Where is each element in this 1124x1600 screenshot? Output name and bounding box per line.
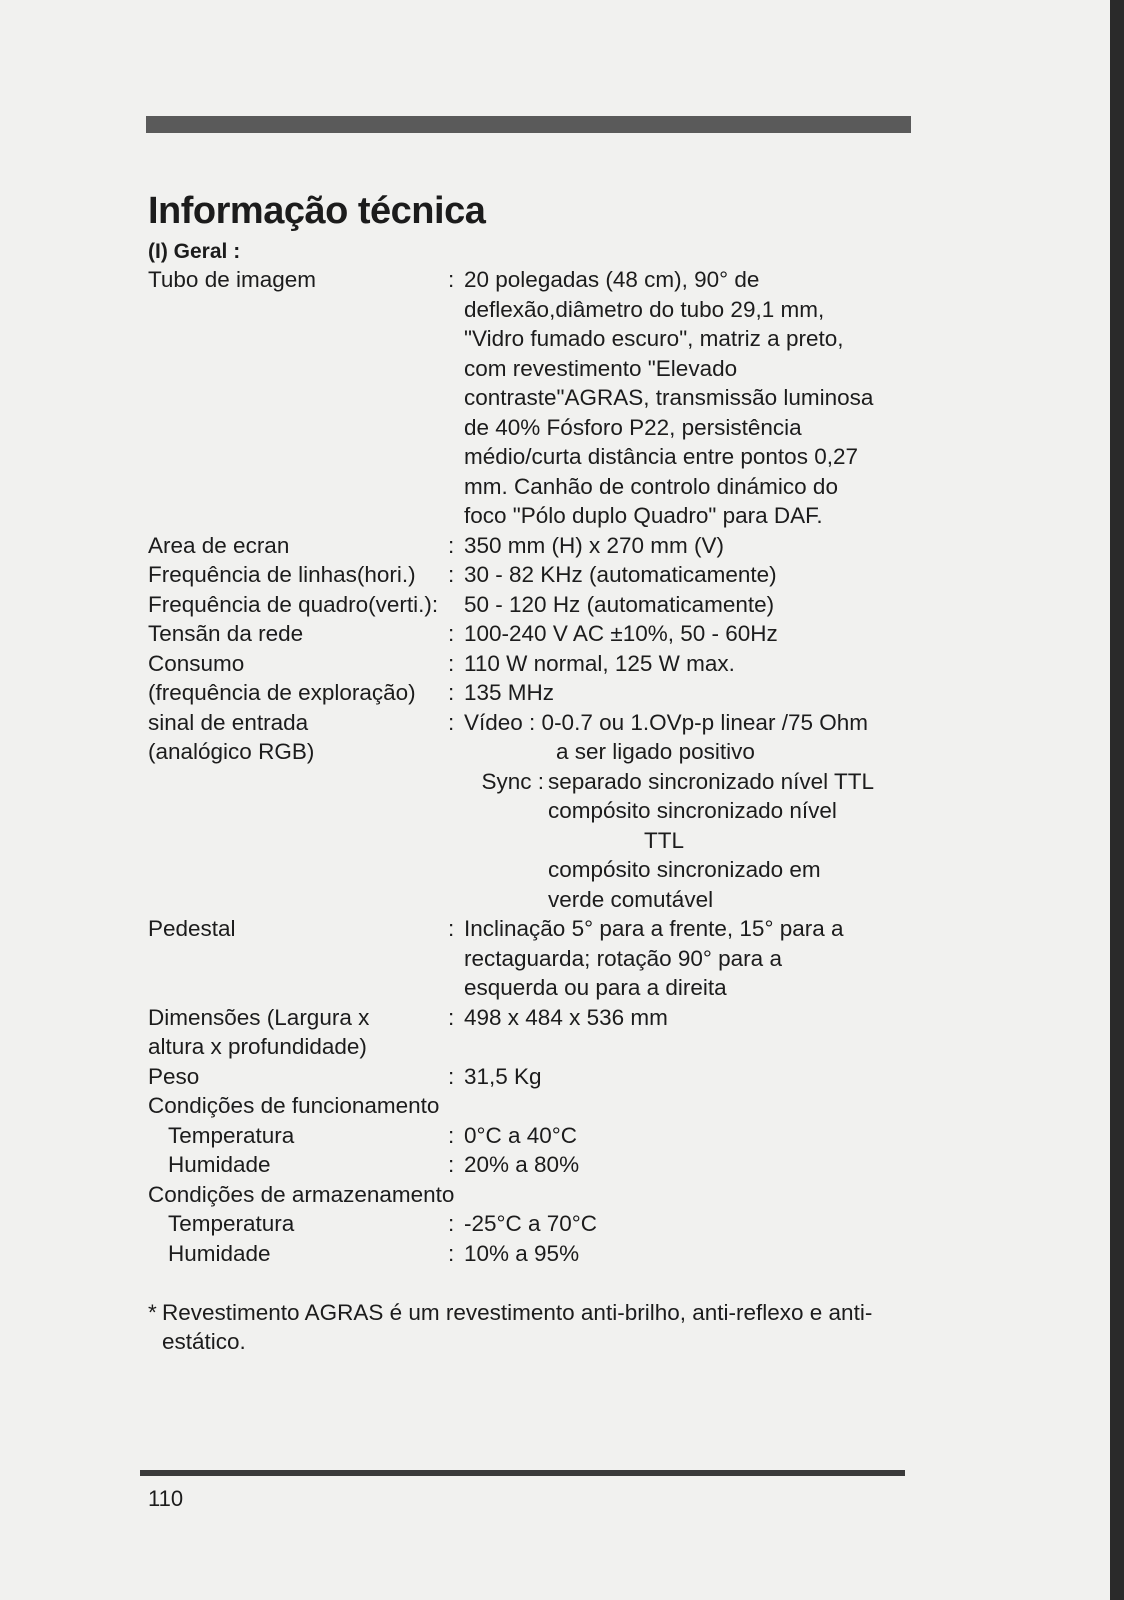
spec-value: 135 MHz: [464, 680, 555, 705]
spec-colon: :: [448, 532, 455, 558]
spec-row-op-temp: [148, 1121, 918, 1151]
spec-colon: :: [448, 1240, 455, 1266]
spec-label: [148, 708, 448, 915]
spec-row-st-temp: [148, 1209, 918, 1239]
spec-colon: :: [448, 916, 455, 941]
spec-value: 31,5 Kg: [464, 1063, 542, 1089]
page-title: Informação técnica: [148, 190, 486, 232]
spec-value-line: de 40% Fósforo P22, persistência: [464, 414, 802, 440]
spec-colon: :: [448, 1152, 455, 1177]
spec-value: 20% a 80%: [464, 1152, 580, 1177]
video-line: Vídeo : 0-0.7 ou 1.OVp-p linear /75 Ohm: [464, 709, 868, 735]
spec-row-tubo: [148, 265, 918, 531]
spec-value-line: "Vidro fumado escuro", matriz a preto,: [464, 326, 844, 351]
spec-row-consumo: [148, 649, 918, 679]
spec-label: Tubo de imagem: [148, 267, 317, 292]
bottom-divider-bar: [140, 1470, 905, 1476]
spec-label: Humidade: [168, 1152, 271, 1177]
spec-value: [464, 265, 918, 531]
spec-colon-spacer: [454, 590, 464, 620]
spec-colon: :: [448, 267, 455, 292]
spec-value-line: mm. Canhão de controlo dinámico do: [464, 473, 838, 499]
sync-values: [548, 767, 918, 915]
spec-label: Frequência de linhas(hori.): [148, 562, 416, 587]
spec-colon: :: [448, 650, 455, 676]
sync-line: compósito sincronizado nível: [548, 798, 837, 823]
spec-row-area: [148, 531, 918, 561]
spec-value: 100-240 V AC ±10%, 50 - 60Hz: [464, 621, 778, 646]
spec-label-line: altura x profundidade): [148, 1034, 367, 1059]
spec-colon: :: [448, 1004, 455, 1030]
spec-value: 350 mm (H) x 270 mm (V): [464, 532, 725, 558]
spec-label-line: (analógico RGB): [148, 739, 315, 764]
video-line: a ser ligado positivo: [556, 739, 755, 764]
spec-colon: :: [448, 1063, 455, 1089]
spec-row-st-hum: [148, 1239, 918, 1269]
spec-value: 110 W normal, 125 W max.: [464, 650, 735, 676]
page-edge-shadow: [1110, 0, 1124, 1600]
spec-value-line: esquerda ou para a direita: [464, 975, 727, 1000]
spec-row-op-hum: [148, 1150, 918, 1180]
spec-colon: :: [448, 621, 455, 646]
spec-label: Consumo: [148, 650, 245, 676]
spec-value-line: Inclinação 5° para a frente, 15° para a: [464, 916, 844, 941]
spec-label: Temperatura: [168, 1122, 295, 1148]
spec-value-line: médio/curta distância entre pontos 0,27: [464, 444, 858, 469]
spec-row-freq-linhas: [148, 560, 918, 590]
spec-colon: :: [448, 1122, 455, 1148]
spec-value-line: contraste"AGRAS, transmissão luminosa: [464, 385, 874, 410]
conditions-heading-storage: Condições de armazenamento: [148, 1181, 455, 1207]
spec-colon: :: [448, 680, 455, 705]
sync-line: verde comutável: [548, 886, 714, 912]
spec-row-tensao: [148, 619, 918, 649]
spec-label: Pedestal: [148, 916, 236, 941]
spec-row-dimensoes: [148, 1003, 918, 1062]
spec-value: 30 - 82 KHz (automaticamente): [464, 562, 777, 587]
spec-label: Frequência de quadro(verti.):: [148, 591, 439, 617]
sync-block: [464, 767, 918, 915]
spec-row-exploracao: [148, 678, 918, 708]
spec-value: 498 x 484 x 536 mm: [464, 1004, 668, 1030]
spec-row-sinal: [148, 708, 918, 915]
spec-value: [464, 914, 918, 1003]
spec-label: (frequência de exploração): [148, 680, 416, 705]
conditions-heading-operation: Condições de funcionamento: [148, 1093, 440, 1118]
page-number: 110: [148, 1486, 184, 1511]
footnote-text: Revestimento AGRAS é um revestimento anti-brilho, anti-reflexo e anti-estático.: [162, 1300, 873, 1354]
spec-label: Temperatura: [168, 1211, 295, 1236]
spec-value-line: deflexão,diâmetro do tubo 29,1 mm,: [464, 296, 825, 322]
spec-label: Tensãn da rede: [148, 621, 304, 646]
spec-label: Area de ecran: [148, 532, 290, 558]
top-divider-bar: [146, 116, 911, 133]
footnote: [148, 1298, 908, 1356]
spec-value-line: com revestimento "Elevado: [464, 355, 738, 381]
spec-value: 10% a 95%: [464, 1240, 580, 1266]
section-subtitle: (I) Geral :: [148, 240, 241, 263]
spec-list: [148, 265, 918, 1268]
spec-value: 50 - 120 Hz (automaticamente): [464, 591, 775, 617]
spec-label: Humidade: [168, 1240, 271, 1266]
spec-value-line: foco "Pólo duplo Quadro" para DAF.: [464, 503, 823, 528]
spec-colon: :: [448, 709, 455, 735]
spec-colon: :: [448, 1211, 455, 1236]
spec-label-line: sinal de entrada: [148, 709, 309, 735]
spec-label-line: Dimensões (Largura x: [148, 1004, 370, 1030]
footnote-asterisk: *: [148, 1300, 157, 1325]
spec-label: [148, 1003, 448, 1062]
sync-line: separado sincronizado nível TTL: [548, 768, 875, 794]
sync-line: compósito sincronizado em: [548, 857, 821, 882]
sync-line: TTL: [644, 827, 685, 853]
spec-value-line: rectaguarda; rotação 90° para a: [464, 945, 782, 971]
spec-label: Peso: [148, 1063, 200, 1089]
spec-value: 0°C a 40°C: [464, 1122, 578, 1148]
spec-row-freq-quadro: [148, 590, 918, 620]
spec-row-peso: [148, 1062, 918, 1092]
sync-label: Sync :: [481, 768, 544, 794]
spec-colon: :: [448, 562, 455, 587]
spec-value: [464, 708, 918, 915]
spec-value: -25°C a 70°C: [464, 1211, 598, 1236]
spec-value-line: 20 polegadas (48 cm), 90° de: [464, 267, 760, 292]
spec-row-pedestal: [148, 914, 918, 1003]
